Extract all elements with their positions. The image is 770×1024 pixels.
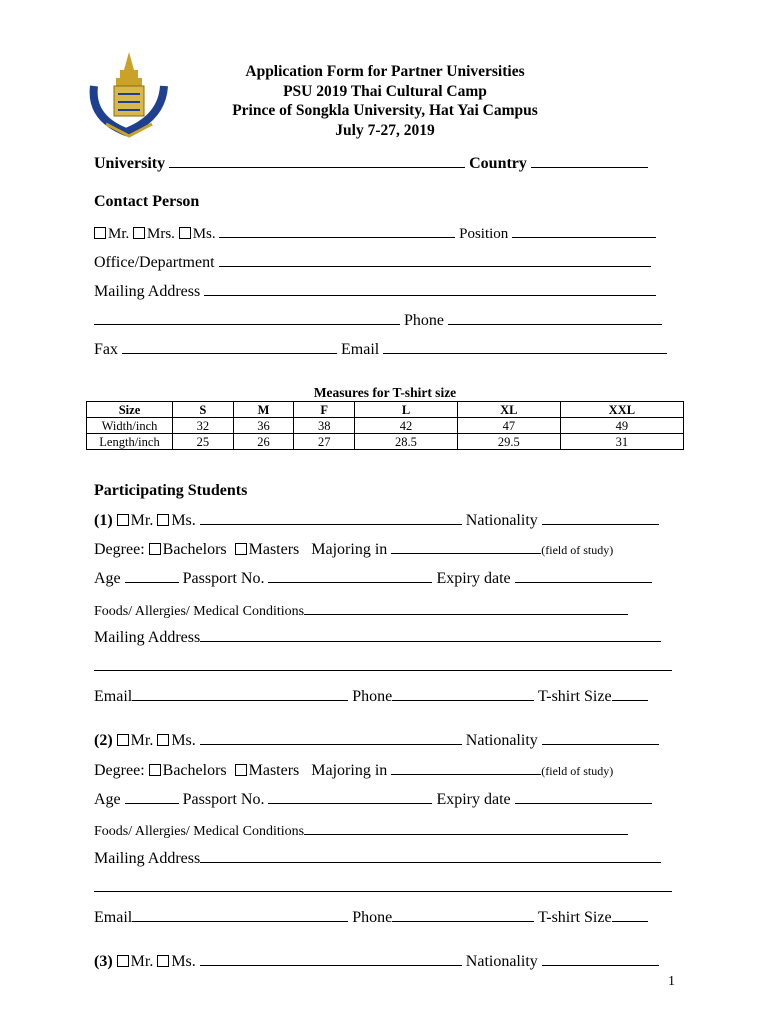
mrs-checkbox[interactable]	[133, 227, 145, 239]
nationality-label: Nationality	[465, 732, 538, 749]
majoring-label: Majoring in	[311, 762, 388, 779]
student-1-phone-input[interactable]	[392, 686, 534, 701]
mailing-label: Mailing Address	[94, 629, 201, 646]
table-cell: 32	[173, 418, 234, 434]
student-2-email-input[interactable]	[132, 907, 348, 922]
student-2-mr-checkbox[interactable]	[117, 734, 129, 746]
student-1-age-input[interactable]	[125, 568, 179, 583]
student-1-foods-row	[94, 600, 628, 620]
email-label: Email	[94, 688, 133, 705]
phone-label: Phone	[352, 909, 393, 926]
camp-dates: July 7-27, 2019	[335, 122, 435, 139]
nationality-label: Nationality	[465, 512, 538, 529]
field-note: (field of study)	[541, 543, 614, 557]
masters-label: Masters	[248, 762, 300, 779]
table-cell: 27	[294, 434, 355, 450]
contact-email-label: Email	[341, 341, 380, 358]
tshirt-label: T-shirt Size	[537, 909, 612, 926]
students-heading: Participating Students	[94, 482, 248, 499]
student-1-expiry-input[interactable]	[515, 568, 652, 583]
mr-label: Mr.	[130, 512, 154, 529]
student-2-age-input[interactable]	[125, 789, 179, 804]
student-2-nationality-input[interactable]	[542, 730, 659, 745]
contact-mailing-label: Mailing Address	[94, 283, 201, 300]
table-cell: 26	[233, 434, 294, 450]
contact-name-input[interactable]	[219, 223, 455, 238]
mr-label: Mr.	[108, 226, 130, 242]
masters-label: Masters	[248, 541, 300, 558]
student-2-foods-input[interactable]	[304, 820, 628, 835]
table-cell: 36	[233, 418, 294, 434]
page-number: 1	[668, 974, 675, 989]
student-2-passport-input[interactable]	[268, 789, 432, 804]
table-header-row	[87, 402, 684, 418]
tshirt-table-caption: Measures for T-shirt size	[313, 385, 457, 400]
contact-phone-row	[94, 310, 662, 331]
student-2-major-input[interactable]	[391, 760, 541, 775]
age-label: Age	[94, 570, 121, 587]
camp-name: PSU 2019 Thai Cultural Camp	[283, 83, 487, 100]
contact-email-input[interactable]	[383, 339, 667, 354]
expiry-label: Expiry date	[436, 570, 511, 587]
student-2-ms-checkbox[interactable]	[157, 734, 169, 746]
student-3-name-row	[94, 951, 659, 972]
fax-input[interactable]	[122, 339, 337, 354]
student-2-degree-row	[94, 760, 613, 781]
student-2-mailing-input[interactable]	[200, 848, 661, 863]
contact-phone-label: Phone	[404, 312, 444, 329]
office-label: Office/Department	[94, 254, 215, 271]
expiry-label: Expiry date	[436, 791, 511, 808]
ms-checkbox[interactable]	[179, 227, 191, 239]
majoring-label: Majoring in	[311, 541, 388, 558]
ms-label: Ms.	[171, 732, 196, 749]
university-label: University	[94, 155, 166, 172]
contact-phone-input[interactable]	[448, 310, 662, 325]
university-input[interactable]	[169, 153, 465, 168]
table-cell: Length/inch	[87, 434, 173, 450]
student-1-nationality-input[interactable]	[542, 510, 659, 525]
table-header-cell: XXL	[560, 402, 683, 418]
office-input[interactable]	[219, 252, 651, 267]
student-2-bachelors-checkbox[interactable]	[149, 764, 161, 776]
student-3-mr-checkbox[interactable]	[117, 955, 129, 967]
student-2-mailing-input-2[interactable]	[94, 877, 672, 892]
student-1-mailing-input[interactable]	[200, 627, 661, 642]
mr-label: Mr.	[130, 953, 154, 970]
ms-label: Ms.	[192, 226, 216, 242]
student-1-mr-checkbox[interactable]	[117, 514, 129, 526]
table-cell: 47	[457, 418, 560, 434]
foods-label: Foods/ Allergies/ Medical Conditions	[94, 824, 305, 839]
student-1-number: (1)	[94, 512, 113, 529]
nationality-label: Nationality	[465, 953, 538, 970]
age-label: Age	[94, 791, 121, 808]
contact-heading: Contact Person	[94, 193, 200, 210]
student-3-nationality-input[interactable]	[542, 951, 659, 966]
country-input[interactable]	[531, 153, 648, 168]
student-1-major-input[interactable]	[391, 539, 541, 554]
position-label: Position	[459, 226, 509, 242]
student-1-email-input[interactable]	[132, 686, 348, 701]
student-1-masters-checkbox[interactable]	[235, 543, 247, 555]
student-2-masters-checkbox[interactable]	[235, 764, 247, 776]
student-1-tshirt-input[interactable]	[612, 686, 648, 701]
contact-mailing-row	[94, 281, 656, 302]
table-cell: 25	[173, 434, 234, 450]
table-row	[87, 434, 684, 450]
degree-label: Degree:	[94, 541, 145, 558]
mailing-label: Mailing Address	[94, 850, 201, 867]
table-cell: 29.5	[457, 434, 560, 450]
student-1-name-row	[94, 510, 659, 531]
table-header-cell: Size	[87, 402, 173, 418]
tshirt-label: T-shirt Size	[537, 688, 612, 705]
bachelors-label: Bachelors	[162, 762, 227, 779]
phone-label: Phone	[352, 688, 393, 705]
table-cell: 31	[560, 434, 683, 450]
table-header-cell: F	[294, 402, 355, 418]
student-2-name-row	[94, 730, 659, 751]
student-2-expiry-input[interactable]	[515, 789, 652, 804]
table-header-cell: S	[173, 402, 234, 418]
student-2-contact-row	[94, 907, 648, 928]
passport-label: Passport No.	[182, 570, 265, 587]
student-1-ms-checkbox[interactable]	[157, 514, 169, 526]
email-label: Email	[94, 909, 133, 926]
contact-fax-row	[94, 339, 667, 360]
student-2-number: (2)	[94, 732, 113, 749]
university-row	[94, 153, 648, 174]
mr-label: Mr.	[130, 732, 154, 749]
table-cell: 49	[560, 418, 683, 434]
student-2-passport-row	[94, 789, 652, 810]
student-1-passport-input[interactable]	[268, 568, 432, 583]
table-header-cell: XL	[457, 402, 560, 418]
student-2-mailing-row	[94, 848, 661, 869]
student-1-mailing-row	[94, 627, 661, 648]
field-note: (field of study)	[541, 764, 614, 778]
student-1-bachelors-checkbox[interactable]	[149, 543, 161, 555]
tshirt-size-table	[86, 401, 684, 450]
campus-name: Prince of Songkla University, Hat Yai Campus	[232, 102, 538, 119]
table-cell: 28.5	[355, 434, 458, 450]
foods-label: Foods/ Allergies/ Medical Conditions	[94, 604, 305, 619]
student-1-mailing-input-2[interactable]	[94, 656, 672, 671]
passport-label: Passport No.	[182, 791, 265, 808]
mr-checkbox[interactable]	[94, 227, 106, 239]
student-1-passport-row	[94, 568, 652, 589]
table-header-cell: L	[355, 402, 458, 418]
student-1-foods-input[interactable]	[304, 600, 628, 615]
student-3-ms-checkbox[interactable]	[157, 955, 169, 967]
student-1-mailing-row-2	[94, 656, 672, 677]
table-header-cell: M	[233, 402, 294, 418]
student-2-foods-row	[94, 820, 628, 840]
country-label: Country	[469, 155, 527, 172]
bachelors-label: Bachelors	[162, 541, 227, 558]
degree-label: Degree:	[94, 762, 145, 779]
form-title: Application Form for Partner Universities	[245, 63, 525, 80]
student-2-name-input[interactable]	[200, 730, 462, 745]
student-1-name-input[interactable]	[200, 510, 462, 525]
student-1-degree-row	[94, 539, 613, 560]
mrs-label: Mrs.	[147, 226, 175, 242]
contact-mailing-input-2[interactable]	[94, 310, 400, 325]
student-1-contact-row	[94, 686, 648, 707]
table-cell: Width/inch	[87, 418, 173, 434]
student-2-phone-input[interactable]	[392, 907, 534, 922]
table-row	[87, 418, 684, 434]
office-row	[94, 252, 651, 273]
student-3-number: (3)	[94, 953, 113, 970]
fax-label: Fax	[94, 341, 118, 358]
contact-mailing-input[interactable]	[204, 281, 656, 296]
student-3-name-input[interactable]	[200, 951, 462, 966]
ms-label: Ms.	[171, 512, 196, 529]
table-cell: 42	[355, 418, 458, 434]
table-cell: 38	[294, 418, 355, 434]
position-input[interactable]	[512, 223, 656, 238]
student-2-mailing-row-2	[94, 877, 672, 898]
contact-title-row	[94, 223, 656, 243]
ms-label: Ms.	[171, 953, 196, 970]
student-2-tshirt-input[interactable]	[612, 907, 648, 922]
